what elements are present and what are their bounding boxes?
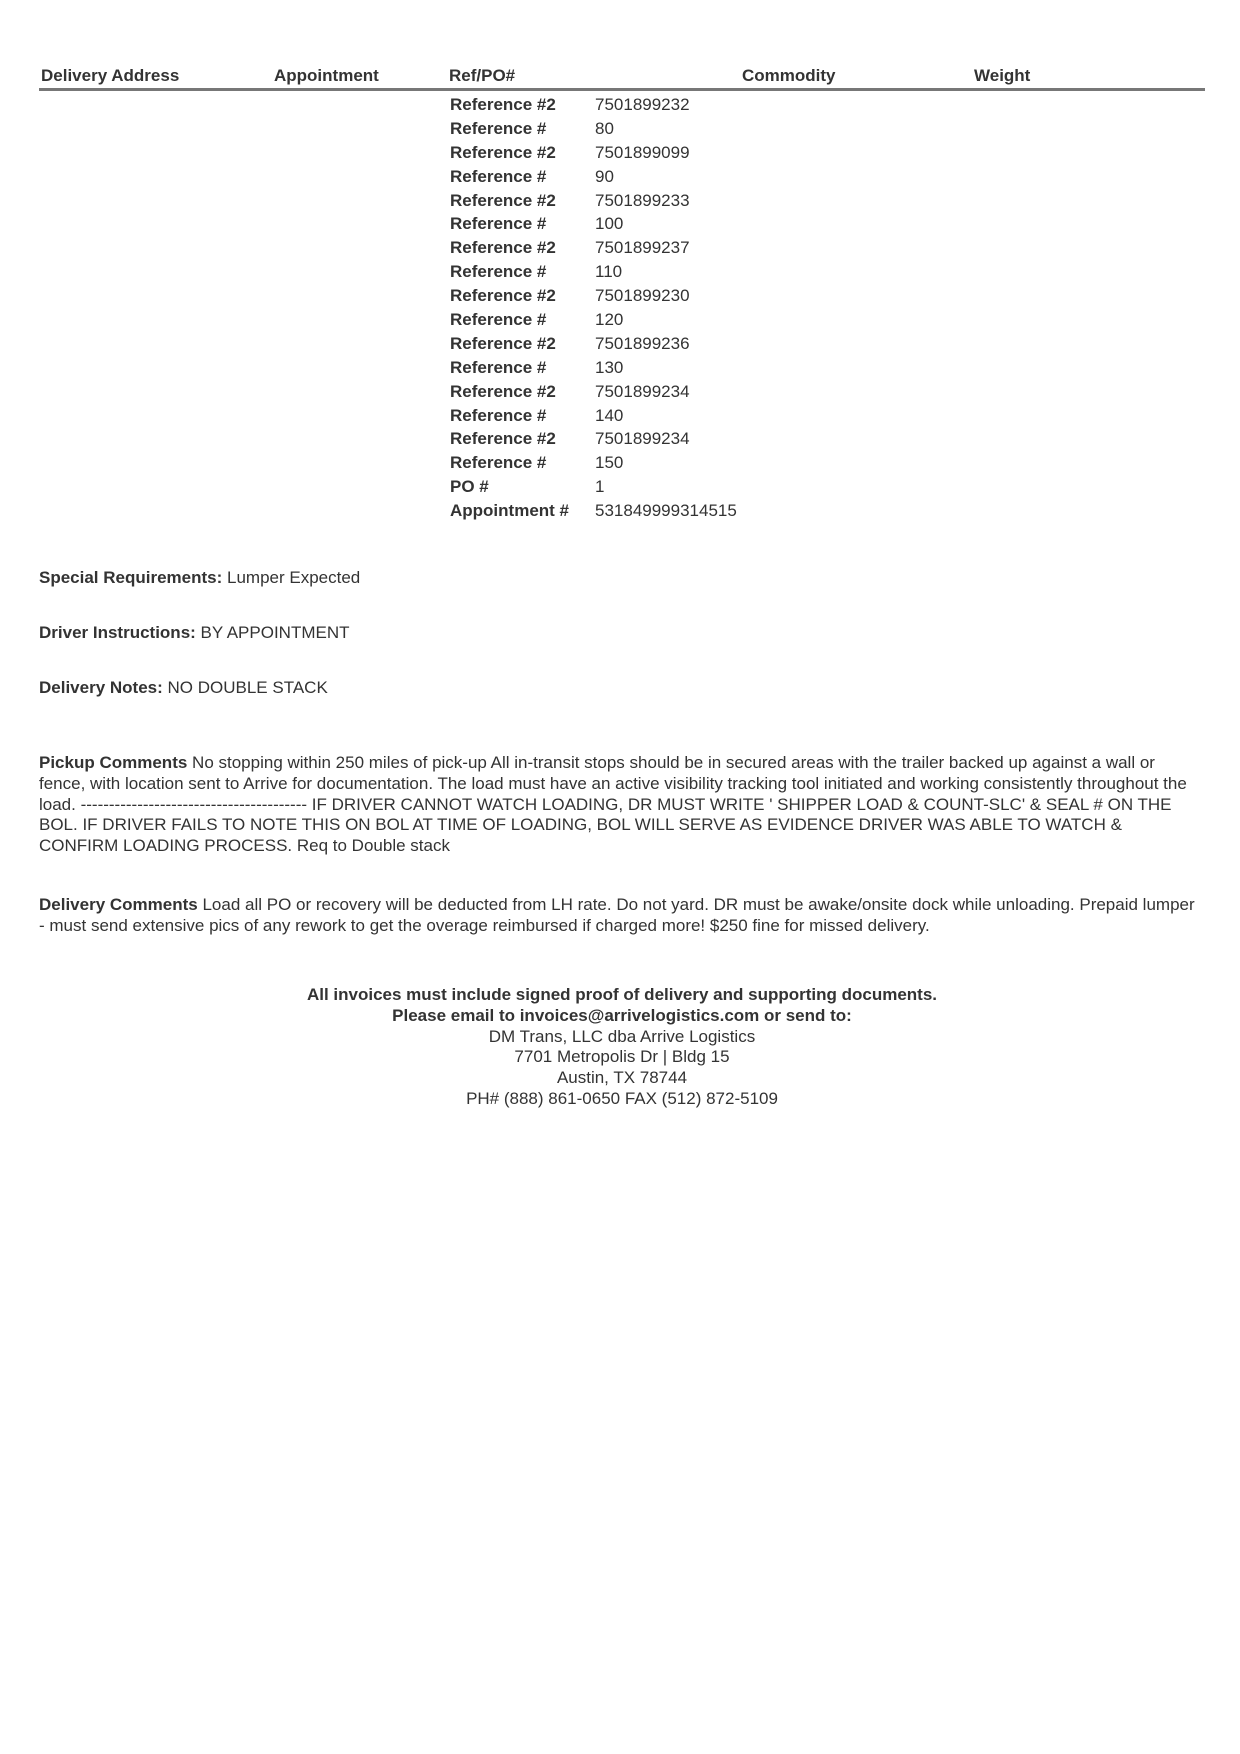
delivery-notes-value: NO DOUBLE STACK [167, 678, 328, 697]
delivery-comments-label: Delivery Comments [39, 895, 198, 914]
reference-label: Reference #2 [450, 333, 556, 353]
invoice-footer [39, 985, 1205, 1110]
reference-value: 90 [595, 166, 614, 186]
reference-label: Reference #2 [450, 381, 556, 401]
reference-value: 7501899234 [595, 381, 690, 401]
reference-value: 7501899232 [595, 95, 690, 114]
reference-label: Reference #2 [450, 286, 556, 306]
reference-label: Reference #2 [450, 142, 556, 162]
invoice-requirement-text: All invoices must include signed proof of delivery and supporting documents. [306, 985, 938, 1004]
reference-row [450, 310, 850, 334]
reference-row [450, 95, 850, 119]
reference-label: Reference #2 [450, 429, 556, 449]
reference-value: 7501899236 [595, 333, 690, 353]
reference-row [450, 238, 850, 262]
reference-label: Reference # [450, 310, 547, 330]
delivery-notes-label: Delivery Notes: [39, 678, 163, 697]
delivery-notes [39, 678, 328, 698]
reference-label: Reference #2 [450, 95, 556, 114]
reference-row [450, 286, 850, 310]
table-header [39, 66, 1205, 91]
pickup-comments-label: Pickup Comments [39, 753, 188, 772]
header-delivery-address: Delivery Address [41, 66, 180, 85]
reference-value: 150 [595, 453, 624, 473]
reference-row [450, 334, 850, 358]
reference-row [450, 358, 850, 382]
pickup-comments-text: No stopping within 250 miles of pick-up All in-transit stops should be in secured areas with the trailer backed up against a wall or fence, with location sent to Arrive for documentation. The load must have an active visibility tracking tool initiated and working consistently throughout the load. ---------------------------------------- IF DRIVER CANNOT WATCH LOADING, DR MUST WRITE ' SHIPPER LOAD & COUNT-SLC' & SEAL # ON THE BOL. IF DRIVER FAILS TO NOTE THIS ON BOL AT TIME OF LOADING, BOL WILL SERVE AS EVIDENCE DRIVER WAS ABLE TO WATCH & CONFIRM LOADING PROCESS. Req to Double stack [39, 753, 1187, 856]
reference-label: Reference # [450, 166, 547, 186]
reference-value: 80 [595, 118, 614, 138]
reference-label: Reference # [450, 453, 547, 473]
reference-value: 7501899234 [595, 429, 690, 449]
po-value: 1 [595, 477, 605, 497]
reference-label: Reference # [450, 262, 547, 282]
reference-label: Reference #2 [450, 238, 556, 258]
delivery-comments-text: Load all PO or recovery will be deducted from LH rate. Do not yard. DR must be awake/onsite dock while unloading. Prepaid lumper - must send extensive pics of any rework to get the overage reimbursed if charged more! $250 fine for missed delivery. [39, 895, 1195, 935]
appointment-label: Appointment # [450, 501, 569, 521]
reference-row [450, 167, 850, 191]
company-name: DM Trans, LLC dba Arrive Logistics [488, 1026, 756, 1046]
header-weight: Weight [974, 66, 1031, 85]
delivery-comments [39, 895, 1205, 937]
reference-value: 7501899230 [595, 286, 690, 306]
reference-value: 100 [595, 214, 624, 234]
reference-row [450, 143, 850, 167]
reference-value: 7501899237 [595, 238, 690, 258]
reference-value: 130 [595, 357, 624, 377]
company-address-line2: Austin, TX 78744 [556, 1068, 688, 1088]
header-appointment: Appointment [274, 66, 379, 85]
special-requirements-value: Lumper Expected [227, 568, 361, 587]
company-phone-fax: PH# (888) 861-0650 FAX (512) 872-5109 [466, 1088, 778, 1108]
appointment-value: 531849999314515 [595, 501, 737, 521]
reference-label: Reference # [450, 214, 547, 234]
header-commodity: Commodity [742, 66, 836, 85]
special-requirements-label: Special Requirements: [39, 568, 223, 587]
header-ref-po: Ref/PO# [449, 66, 516, 85]
reference-value: 7501899233 [595, 190, 690, 210]
reference-label: Reference #2 [450, 190, 556, 210]
driver-instructions [39, 623, 350, 643]
reference-row [450, 382, 850, 406]
appointment-row [450, 501, 850, 525]
reference-row [450, 406, 850, 430]
reference-value: 7501899099 [595, 142, 690, 162]
reference-label: Reference # [450, 118, 547, 138]
reference-label: Reference # [450, 405, 547, 425]
reference-row [450, 191, 850, 215]
reference-row [450, 262, 850, 286]
reference-value: 110 [595, 262, 623, 282]
reference-row [450, 119, 850, 143]
reference-value: 140 [595, 405, 624, 425]
po-row [450, 477, 850, 501]
reference-row [450, 429, 850, 453]
company-address-line1: 7701 Metropolis Dr | Bldg 15 [514, 1047, 730, 1067]
reference-list [450, 95, 850, 525]
pickup-comments [39, 753, 1205, 857]
driver-instructions-value: BY APPOINTMENT [200, 623, 350, 642]
reference-value: 120 [595, 310, 624, 330]
reference-label: Reference # [450, 357, 547, 377]
reference-row [450, 214, 850, 238]
reference-row [450, 453, 850, 477]
po-label: PO # [450, 477, 489, 497]
special-requirements [39, 568, 360, 588]
driver-instructions-label: Driver Instructions: [39, 623, 196, 642]
invoice-email-text: Please email to invoices@arrivelogistics.com or send to: [392, 1005, 852, 1025]
